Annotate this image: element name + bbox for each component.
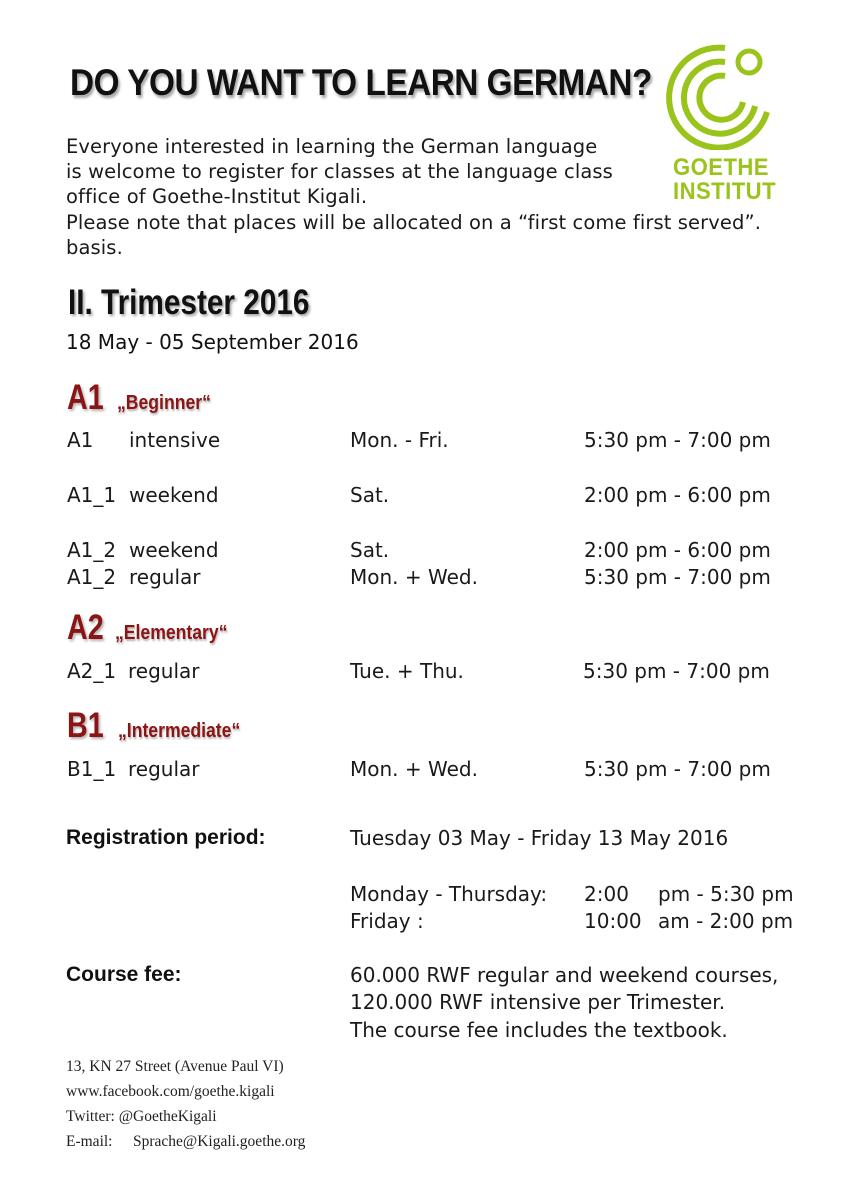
course-type: weekend xyxy=(129,483,219,507)
hours-end: am - 2:00 pm xyxy=(658,909,794,933)
hours-start: 2:00 xyxy=(584,882,629,906)
course-time: 2:00 pm - 6:00 pm xyxy=(584,483,771,507)
contact-facebook-link[interactable]: www.facebook.com/goethe.kigali xyxy=(66,1083,275,1100)
course-type: regular xyxy=(129,565,201,589)
registration-period: Tuesday 03 May - Friday 13 May 2016 xyxy=(350,826,729,850)
course-code: A1_2 xyxy=(67,565,117,589)
intro-line-2: is welcome to register for classes at the language class xyxy=(66,160,613,183)
fee-line: 120.000 RWF intensive per Trimester. xyxy=(350,990,726,1014)
level-a2-name: „Elementary“ xyxy=(115,622,228,644)
goethe-spiral-icon xyxy=(665,40,775,150)
page-headline: DO YOU WANT TO LEARN GERMAN? xyxy=(70,62,652,103)
hours-days: Friday : xyxy=(350,909,424,933)
course-code: A1 xyxy=(67,428,94,452)
level-a1-code: A1 xyxy=(67,378,104,417)
course-days: Mon. - Fri. xyxy=(350,428,449,452)
logo-line-1: GOETHE xyxy=(673,154,769,181)
trimester-dates: 18 May - 05 September 2016 xyxy=(66,330,359,354)
course-time: 5:30 pm - 7:00 pm xyxy=(583,659,770,683)
fee-label: Course fee: xyxy=(66,963,182,986)
hours-days: Monday - Thursday: xyxy=(350,882,548,906)
level-b1-code: B1 xyxy=(67,706,104,745)
trimester-title: II. Trimester 2016 xyxy=(68,283,310,322)
logo-line-2: INSTITUT xyxy=(673,178,777,205)
course-code: B1_1 xyxy=(67,757,117,781)
intro-line-4: Please note that places will be allocated on a “first come first served”. xyxy=(66,211,761,234)
course-type: weekend xyxy=(129,538,219,562)
course-days: Mon. + Wed. xyxy=(350,757,478,781)
level-a2-code: A2 xyxy=(67,608,104,647)
level-b1-name: „Intermediate“ xyxy=(118,720,241,742)
course-days: Sat. xyxy=(350,538,390,562)
hours-start: 10:00 xyxy=(584,909,642,933)
course-days: Sat. xyxy=(350,483,390,507)
course-type: intensive xyxy=(129,428,221,452)
course-code: A1_1 xyxy=(67,483,117,507)
intro-line-5: basis. xyxy=(66,236,123,259)
fee-line: 60.000 RWF regular and weekend courses, xyxy=(350,963,779,987)
fee-line: The course fee includes the textbook. xyxy=(350,1018,728,1042)
goethe-logo xyxy=(665,40,775,210)
course-days: Mon. + Wed. xyxy=(350,565,478,589)
level-a1-name: „Beginner“ xyxy=(117,392,211,414)
course-type: regular xyxy=(128,659,200,683)
hours-end: pm - 5:30 pm xyxy=(658,882,794,906)
contact-address: 13, KN 27 Street (Avenue Paul VI) xyxy=(66,1058,284,1075)
course-code: A1_2 xyxy=(67,538,117,562)
intro-line-3: office of Goethe-Institut Kigali. xyxy=(66,185,368,208)
course-type: regular xyxy=(128,757,200,781)
intro-line-1: Everyone interested in learning the German language xyxy=(66,135,598,158)
contact-email-link[interactable]: Sprache@Kigali.goethe.org xyxy=(133,1133,306,1150)
course-code: A2_1 xyxy=(67,659,117,683)
course-time: 5:30 pm - 7:00 pm xyxy=(584,757,771,781)
course-days: Tue. + Thu. xyxy=(350,659,464,683)
course-time: 5:30 pm - 7:00 pm xyxy=(584,428,771,452)
course-time: 5:30 pm - 7:00 pm xyxy=(584,565,771,589)
registration-label: Registration period: xyxy=(66,826,266,849)
contact-email-label: E-mail: xyxy=(66,1133,113,1150)
course-time: 2:00 pm - 6:00 pm xyxy=(584,538,771,562)
contact-twitter[interactable]: Twitter: @GoetheKigali xyxy=(66,1108,217,1125)
